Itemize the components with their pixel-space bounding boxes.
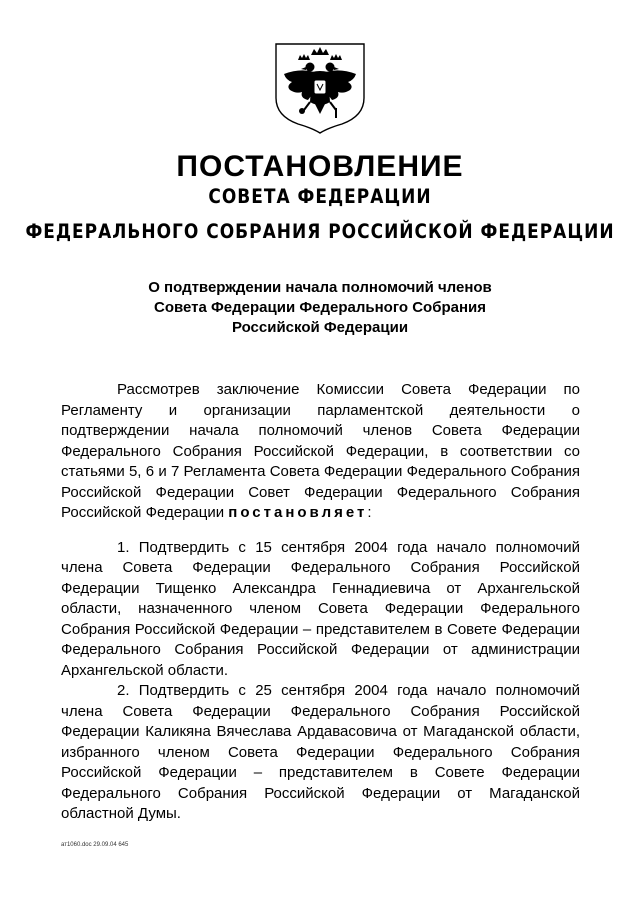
document-subject — [120, 278, 520, 338]
subject-line: О подтверждении начала полномочий членов — [148, 279, 492, 296]
subject-line: Российской Федерации — [231, 319, 409, 336]
file-reference-note: ат1060.doc 29.09.04 645 — [61, 842, 129, 848]
subject-line: Совета Федерации Федерального Собрания — [153, 299, 487, 316]
preamble-paragraph — [61, 380, 580, 524]
decree-suffix: : — [367, 504, 372, 521]
preamble-text: Рассмотрев заключение Комиссии Совета Федерации по Регламенту и организации парламентской деятельности о подтверждении начала полномочий членов Совета Федерации Федерального Собрания Российской Федерации, в соответствии со статьями 5, 6 и 7 Регламента Совета Федерации Федерального Собрания Российской Федерации Совет Федерации Федерального Собрания Российской Федерации — [61, 381, 580, 521]
decree-word: постановляет — [228, 504, 368, 521]
resolution-item-1: 1. Подтвердить с 15 сентября 2004 года начало полномочий члена Совета Федерации Федерального Собрания Российской Федерации Тищенко Александра Геннадиевича от Архангельской области, назначенного членом Совета Федерации Федерального Собрания Российской Федерации – представителем в Совете Федерации Федерального Собрания Российской Федерации от администрации Архангельской области. — [61, 538, 580, 679]
document-body — [61, 380, 580, 825]
resolution-item-2: 2. Подтвердить с 25 сентября 2004 года начало полномочий члена Совета Федерации Федерального Собрания Российской Федерации Каликяна Вячеслава Ардавасовича от Магаданской области, избранного членом Совета Федерации Федерального Собрания Российской Федерации – представителем в Совете Федерации Федерального Собрания Российской Федерации от Магаданской областной Думы. — [61, 682, 580, 822]
russian-coat-of-arms-icon — [270, 40, 370, 134]
issuing-body-line1: СОВЕТА ФЕДЕРАЦИИ — [208, 185, 432, 209]
issuing-body-line2: ФЕДЕРАЛЬНОГО СОБРАНИЯ РОССИЙСКОЙ ФЕДЕРАЦИИ — [25, 220, 615, 244]
document-title: ПОСТАНОВЛЕНИЕ — [176, 150, 464, 183]
